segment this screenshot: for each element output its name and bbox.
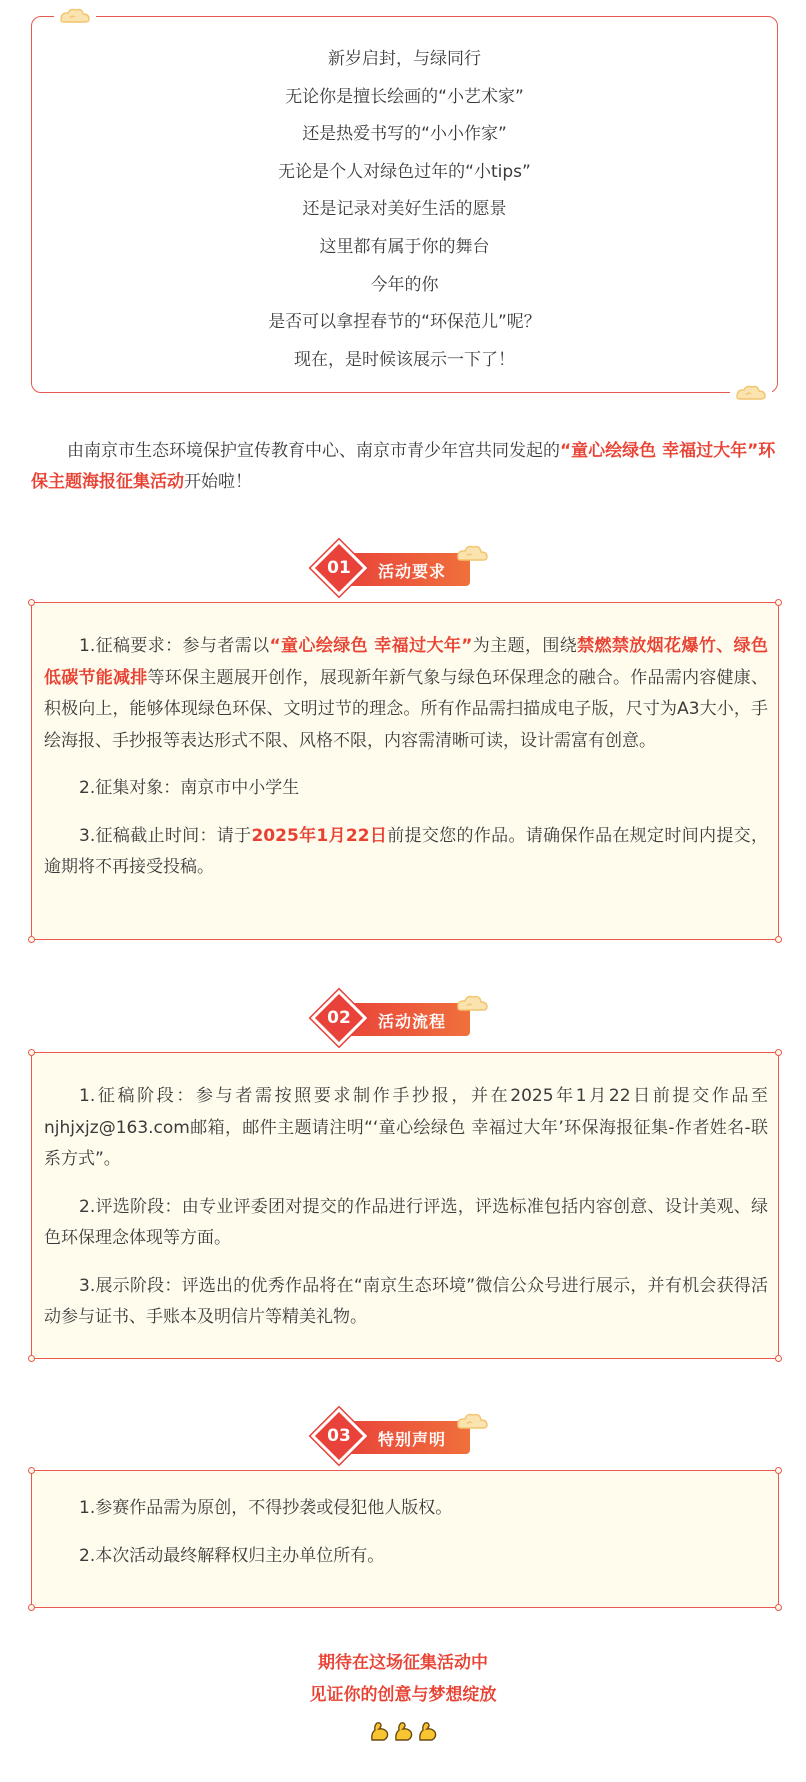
requirement-submission	[44, 631, 768, 757]
panel-body	[44, 1081, 768, 1350]
section-header-requirements	[316, 542, 496, 592]
event-name-highlight: “童心绘绿色 幸福过大年”环保主题海报征集活动	[31, 441, 776, 492]
intro-text: 由南京市生态环境保护宣传教育中心、南京市青少年宫共同发起的	[67, 441, 560, 461]
corner-dot	[775, 599, 782, 606]
poem-line: 还是记录对美好生活的愿景	[302, 199, 507, 220]
process-submission: 1.征稿阶段：参与者需按照要求制作手抄报，并在2025年1月22日前提交作品至njhjxjz@163.com邮箱，邮件主题请注明“‘童心绘绿色 幸福过大年’环保海报征集-作者姓名-联系方式”。	[44, 1086, 768, 1169]
corner-dot	[775, 1355, 782, 1362]
cloud-ornament-icon	[454, 992, 490, 1018]
cloud-ornament-icon	[454, 542, 490, 568]
poem-line: 是否可以拿捏春节的“环保范儿”呢？	[268, 312, 541, 333]
poem-line: 今年的你	[370, 274, 439, 295]
poem-line: 现在，是时候该展示一下了！	[294, 349, 515, 370]
section-header-statement	[316, 1410, 496, 1460]
topic-highlight: 禁燃禁放烟花爆竹、绿色低碳节能减排	[44, 636, 768, 688]
flexed-biceps-icon	[369, 1720, 439, 1744]
statement-originality: 1.参赛作品需为原创，不得抄袭或侵犯他人版权。	[79, 1498, 453, 1518]
poem-line: 新岁启封，与绿同行	[328, 49, 481, 69]
requirement-audience: 2.征集对象：南京市中小学生	[79, 778, 300, 798]
statement-rights: 2.本次活动最终解释权归主办单位所有。	[79, 1545, 385, 1566]
corner-dot	[28, 1049, 35, 1056]
section-title: 活动要求	[378, 562, 447, 581]
theme-highlight: “童心绘绿色 幸福过大年”	[269, 636, 473, 656]
corner-dot	[28, 1467, 35, 1474]
poem-lines	[32, 41, 777, 379]
corner-dot	[775, 936, 782, 943]
para-text: 1.征稿要求：参与者需以	[79, 636, 270, 656]
corner-dot	[775, 1604, 782, 1611]
corner-dot	[28, 599, 35, 606]
section-title: 活动流程	[378, 1012, 447, 1031]
intro-text-end: 开始啦！	[184, 472, 252, 492]
statement-panel	[31, 1470, 779, 1608]
poem-line: 无论是个人对绿色过年的“小tips”	[278, 161, 531, 182]
cloud-ornament-icon	[454, 1410, 490, 1436]
poem-line: 这里都有属于你的舞台	[319, 236, 490, 257]
section-number: 01	[327, 558, 351, 578]
section-number: 03	[327, 1426, 351, 1446]
intro-poem-box	[31, 16, 778, 393]
corner-dot	[775, 1467, 782, 1474]
flexed-biceps-icons	[369, 1720, 439, 1744]
para-text: 前提交您的作品。请确保作品在规定时间内提交，逾期将不再接受投稿。	[44, 825, 768, 877]
para-text: 为主题，围绕	[472, 636, 578, 656]
corner-dot	[775, 1049, 782, 1056]
section-title: 特别声明	[378, 1430, 447, 1449]
corner-dot	[28, 1355, 35, 1362]
process-panel	[31, 1052, 779, 1359]
requirement-deadline	[44, 821, 768, 884]
corner-dot	[28, 936, 35, 943]
panel-body	[44, 1493, 768, 1588]
intro-paragraph	[31, 436, 781, 498]
section-number: 02	[327, 1008, 351, 1028]
para-text: 等环保主题展开创作，展现新年新气象与绿色环保理念的融合。作品需内容健康、积极向上，能够体现绿色环保、文明过节的理念。所有作品需扫描成电子版，尺寸为A3大小，手绘海报、手抄报等表达形式不限、风格不限，内容需清晰可读，设计需富有创意。	[44, 667, 769, 751]
panel-body	[44, 631, 768, 900]
section-header-process	[316, 992, 496, 1042]
deadline-highlight: 2025年1月22日	[251, 825, 388, 846]
poem-line: 无论你是擅长绘画的“小艺术家”	[285, 86, 524, 107]
process-showcase: 3.展示阶段：评选出的优秀作品将在“南京生态环境”微信公众号进行展示，并有机会获得活动参与证书、手账本及明信片等精美礼物。	[44, 1275, 768, 1327]
closing-line-1: 期待在这场征集活动中	[318, 1653, 488, 1673]
poem-line: 还是热爱书写的“小小作家”	[302, 124, 507, 145]
closing-line-2: 见证你的创意与梦想绽放	[309, 1685, 497, 1705]
requirements-panel	[31, 602, 779, 940]
process-review: 2.评选阶段：由专业评委团对提交的作品进行评选，评选标准包括内容创意、设计美观、绿色环保理念体现等方面。	[44, 1196, 768, 1248]
corner-dot	[28, 1604, 35, 1611]
para-text: 3.征稿截止时间：请于	[79, 825, 252, 846]
cloud-ornament-icon	[54, 7, 96, 25]
cloud-ornament-icon	[730, 384, 772, 402]
